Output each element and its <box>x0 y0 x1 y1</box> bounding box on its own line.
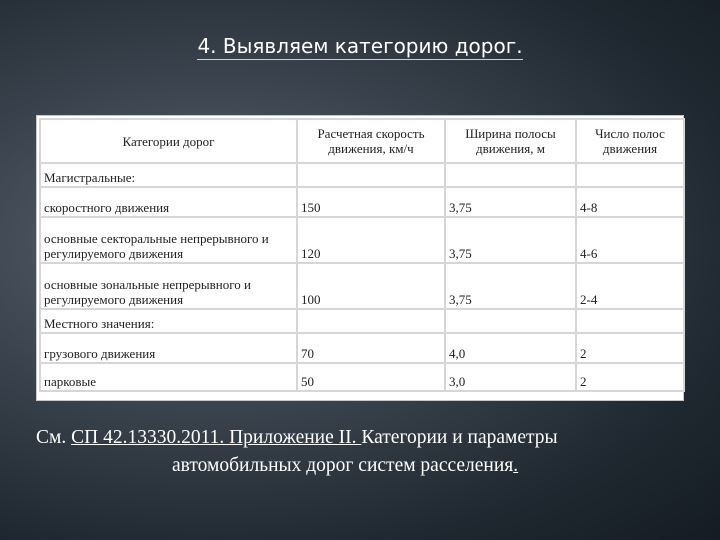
cell-category: парковые <box>40 363 297 391</box>
cell-category: основные зональные непрерывного и регулируемого движения <box>40 263 297 309</box>
section-title: Магистральные: <box>40 163 297 187</box>
cell-width: 3,75 <box>445 187 576 217</box>
cell-speed: 100 <box>297 263 445 309</box>
cell-speed: 70 <box>297 333 445 363</box>
header-width: Ширина полосы движения, м <box>445 119 576 163</box>
reference-end: . <box>513 455 519 476</box>
reference-note <box>36 424 696 480</box>
road-categories-table <box>36 115 684 401</box>
cell-width: 3,0 <box>445 363 576 391</box>
cell-lanes: 2-4 <box>576 263 684 309</box>
reference-text-2: автомобильных дорог систем расселения <box>172 455 514 476</box>
cell-lanes: 4-6 <box>576 217 684 263</box>
table-row <box>40 263 684 309</box>
cell-speed: 50 <box>297 363 445 391</box>
reference-prefix: См. <box>36 427 72 448</box>
cell-width: 3,75 <box>445 217 576 263</box>
header-speed: Расчетная скорость движения, км/ч <box>297 119 445 163</box>
section-title: Местного значения: <box>40 309 297 333</box>
slide-title: 4. Выявляем категорию дорог. <box>197 34 523 58</box>
section-row <box>40 163 684 187</box>
cell-width: 4,0 <box>445 333 576 363</box>
cell-category: скоростного движения <box>40 187 297 217</box>
header-lanes: Число полос движения <box>576 119 684 163</box>
reference-link[interactable]: СП 42.13330.2011. Приложение II. <box>71 427 362 448</box>
cell-category: грузового движения <box>40 333 297 363</box>
section-row <box>40 309 684 333</box>
cell-lanes: 2 <box>576 333 684 363</box>
cell-lanes: 2 <box>576 363 684 391</box>
table-row <box>40 187 684 217</box>
table-row <box>40 363 684 391</box>
cell-speed: 150 <box>297 187 445 217</box>
table-row <box>40 217 684 263</box>
table-header-row <box>40 119 684 163</box>
cell-lanes: 4-8 <box>576 187 684 217</box>
cell-width: 3,75 <box>445 263 576 309</box>
cell-speed: 120 <box>297 217 445 263</box>
reference-text-1: Категории и параметры <box>361 427 558 448</box>
header-category: Категории дорог <box>40 119 297 163</box>
table-row <box>40 333 684 363</box>
cell-category: основные секторальные непрерывного и регулируемого движения <box>40 217 297 263</box>
